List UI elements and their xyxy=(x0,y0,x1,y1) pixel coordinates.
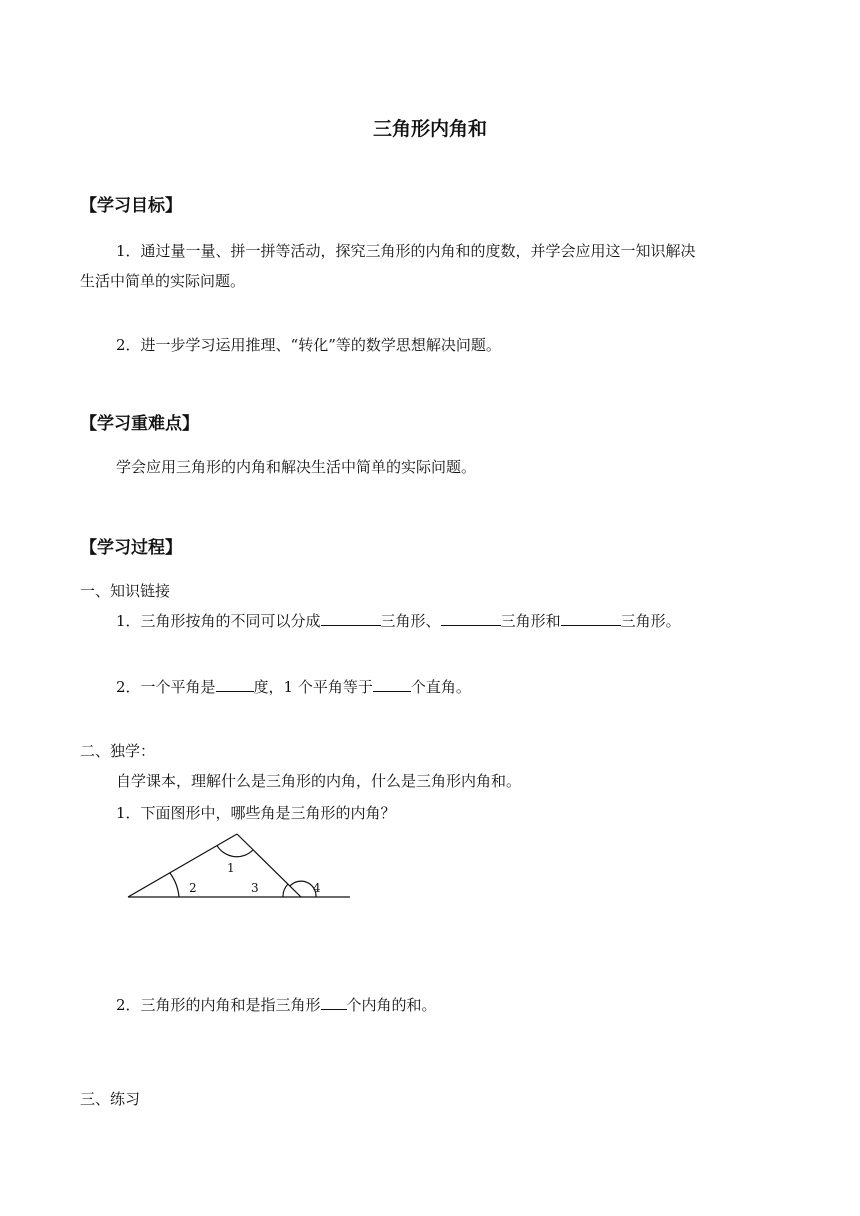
answer-blank-3[interactable] xyxy=(561,610,621,626)
q1-text-4: 三角形。 xyxy=(620,612,681,630)
answer-blank-2[interactable] xyxy=(441,610,501,626)
objective-item-1-line-2: 生活中简单的实际问题。 xyxy=(80,272,246,290)
section-1-question-2 xyxy=(116,676,471,698)
answer-blank-4[interactable] xyxy=(216,676,254,692)
right-side xyxy=(237,834,301,897)
angle-arc-3 xyxy=(283,884,288,897)
process-heading: 【学习过程】 xyxy=(80,538,182,558)
angle-label-4: 4 xyxy=(313,881,321,895)
q2-text-1: 2．一个平角是 xyxy=(116,678,216,696)
answer-blank-6[interactable] xyxy=(321,994,347,1010)
s2q2-text-1: 2．三角形的内角和是指三角形 xyxy=(116,996,321,1014)
page-title: 三角形内角和 xyxy=(372,118,487,140)
section-2-title: 二、独学： xyxy=(80,742,156,760)
key-points-heading: 【学习重难点】 xyxy=(80,414,199,434)
answer-blank-5[interactable] xyxy=(373,676,411,692)
section-2-question-1: 1．下面图形中，哪些角是三角形的内角？ xyxy=(116,804,396,822)
left-side xyxy=(128,834,237,897)
angle-label-1: 1 xyxy=(227,861,235,875)
angle-arc-1 xyxy=(217,846,253,857)
s2q2-text-2: 个内角的和。 xyxy=(346,996,437,1014)
objective-item-2: 2．进一步学习运用推理、“转化”等的数学思想解决问题。 xyxy=(116,336,501,354)
section-2-intro: 自学课本，理解什么是三角形的内角，什么是三角形内角和。 xyxy=(116,772,522,790)
q2-text-2: 度，1 个平角等于 xyxy=(253,678,373,696)
angle-label-2: 2 xyxy=(189,881,197,895)
q1-text-2: 三角形、 xyxy=(380,612,441,630)
section-1-question-1 xyxy=(116,610,681,632)
q1-text-3: 三角形和 xyxy=(500,612,561,630)
objectives-heading: 【学习目标】 xyxy=(80,196,182,216)
triangle-figure xyxy=(120,828,360,908)
objective-item-1-line-1: 1．通过量一量、拼一拼等活动，探究三角形的内角和的度数，并学会应用这一知识解决 xyxy=(116,242,696,260)
q2-text-3: 个直角。 xyxy=(410,678,471,696)
q1-text-1: 1．三角形按角的不同可以分成 xyxy=(116,612,321,630)
angle-arc-2 xyxy=(170,873,179,897)
answer-blank-1[interactable] xyxy=(321,610,381,626)
angle-label-3: 3 xyxy=(251,881,259,895)
key-points-text: 学会应用三角形的内角和解决生活中简单的实际问题。 xyxy=(116,458,477,476)
section-2-question-2 xyxy=(116,994,437,1016)
section-1-title: 一、知识链接 xyxy=(80,582,171,600)
section-3-title: 三、练习 xyxy=(80,1090,141,1108)
